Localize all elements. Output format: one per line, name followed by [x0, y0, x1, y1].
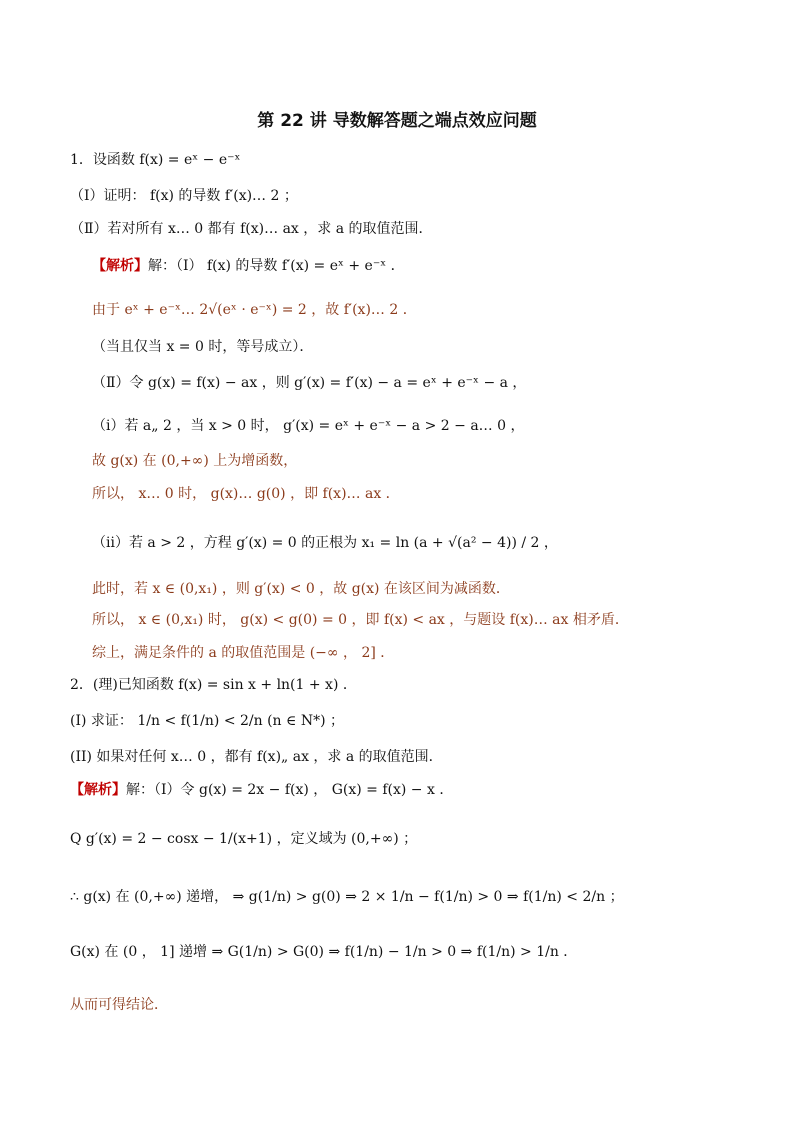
problem1-solution-line: 所以， x… 0 时， g(x)… g(0) ，即 f(x)… ax ．	[92, 486, 400, 502]
problem1-solution-line: （Ⅱ）令 g(x) = f(x) − ax ，则 g′(x) = f′(x) − a = eˣ + e⁻ˣ − a ，	[92, 375, 527, 391]
problem1-part1: （Ⅰ）证明： f(x) 的导数 f′(x)… 2 ；	[70, 188, 298, 204]
problem2-solution-line: ∴ g(x) 在 (0,+∞) 递增， ⇒ g(1/n) > g(0) ⇒ 2 × 1/n − f(1/n) > 0 ⇒ f(1/n) < 2/n ；	[70, 889, 624, 905]
problem2-solution-line: Q g′(x) = 2 − cosx − 1/(x+1) ，定义域为 (0,+∞) ；	[70, 831, 418, 847]
solution-text: 解：（Ⅰ）令 g(x) = 2x − f(x) ， G(x) = f(x) − x ．	[126, 782, 454, 798]
problem1-solution-line	[92, 256, 405, 276]
solution-tag: 【解析】	[92, 258, 148, 274]
problem1-solution-line: 由于 eˣ + e⁻ˣ… 2√(eˣ · e⁻ˣ) = 2 ，故 f′(x)… 2 ．	[92, 302, 417, 318]
problem2-solution-line: 从而可得结论．	[70, 997, 168, 1013]
problem2-solution-line: G(x) 在 (0 ， 1] 递增 ⇒ G(1/n) > G(0) ⇒ f(1/n) − 1/n > 0 ⇒ f(1/n) > 1/n ．	[70, 944, 578, 960]
page-title: 第 22 讲 导数解答题之端点效应问题	[257, 111, 537, 131]
problem1-solution-line: 综上，满足条件的 a 的取值范围是 (−∞ ， 2] ．	[92, 645, 395, 661]
problem1-solution-line: 此时，若 x ∈ (0,x₁) ，则 g′(x) < 0 ，故 g(x) 在该区间为减函数．	[92, 581, 510, 597]
problem1-part2: （Ⅱ）若对所有 x… 0 都有 f(x)… ax ，求 a 的取值范围．	[70, 221, 433, 237]
problem1-solution-line: （ⅱ）若 a > 2 ，方程 g′(x) = 0 的正根为 x₁ = ln (a + √(a² − 4)) / 2 ，	[92, 535, 558, 551]
problem2-part2: (II) 如果对任何 x… 0 ，都有 f(x)„ ax ，求 a 的取值范围．	[70, 749, 443, 765]
problem2-stem: 2．(理)已知函数 f(x) = sin x + ln(1 + x) ．	[70, 677, 357, 693]
problem1-solution-line: 故 g(x) 在 (0,+∞) 上为增函数，	[92, 453, 298, 469]
problem1-solution-line: 所以， x ∈ (0,x₁) 时， g(x) < g(0) = 0 ，即 f(x) < ax ，与题设 f(x)… ax 相矛盾．	[92, 612, 629, 628]
solution-tag: 【解析】	[70, 782, 126, 798]
solution-text: 解：（Ⅰ） f(x) 的导数 f′(x) = eˣ + e⁻ˣ ．	[148, 258, 405, 274]
problem1-solution-line: （ⅰ）若 a„ 2 ，当 x > 0 时， g′(x) = eˣ + e⁻ˣ − a > 2 − a… 0 ，	[92, 418, 525, 434]
problem2-part1: (I) 求证： 1/n < f(1/n) < 2/n (n ∈ N*) ；	[70, 713, 344, 729]
problem1-stem: 1．设函数 f(x) = eˣ − e⁻ˣ	[70, 152, 241, 168]
problem1-solution-line: （当且仅当 x = 0 时，等号成立）．	[92, 339, 314, 355]
problem2-solution-line	[70, 780, 453, 800]
